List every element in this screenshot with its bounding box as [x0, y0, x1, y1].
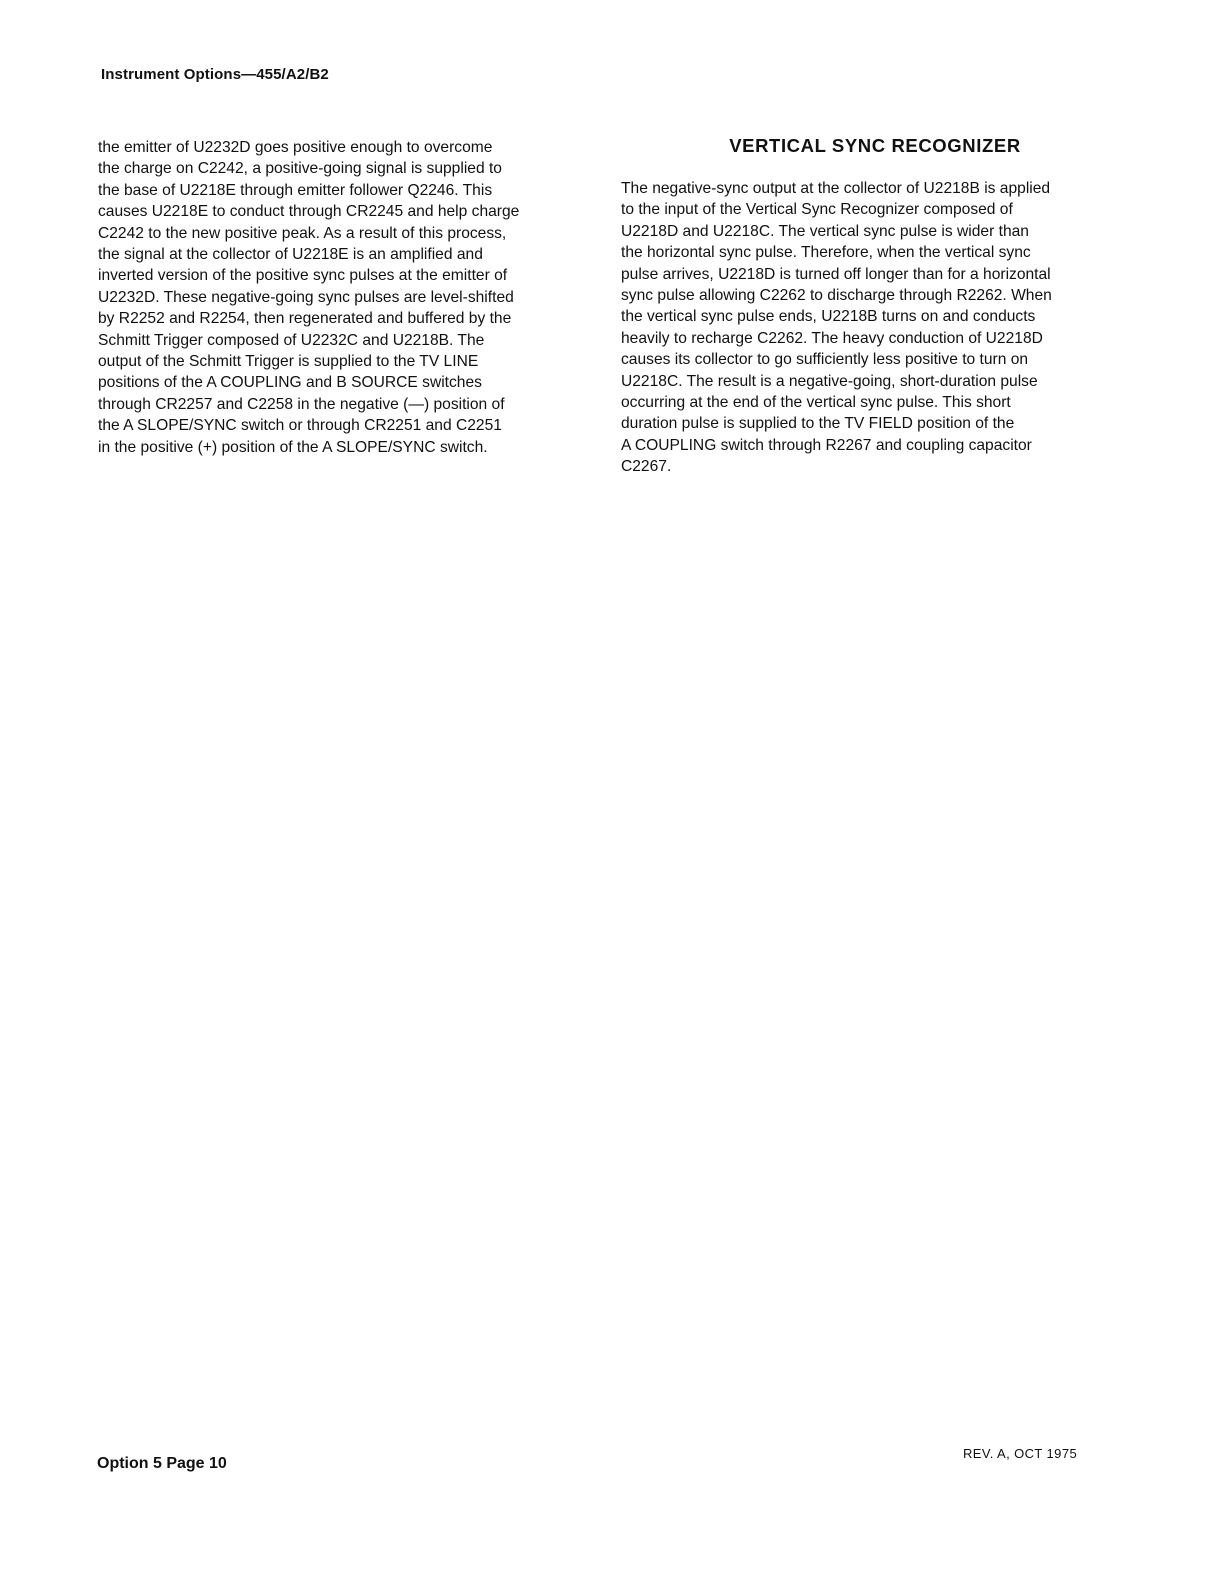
- body-text-line: C2242 to the new positive peak. As a result of this process,: [98, 224, 507, 242]
- body-text-line: in the positive (+) position of the A SLOPE/SYNC switch.: [98, 438, 488, 456]
- body-text-line: the emitter of U2232D goes positive enough to overcome: [98, 139, 493, 156]
- body-text-line: the vertical sync pulse ends, U2218B turns on and conducts: [621, 308, 1036, 326]
- body-text-line: the A SLOPE/SYNC switch or through CR2251 and C2251: [98, 417, 502, 435]
- left-text-column: [98, 137, 582, 458]
- revision-date: REV. A, OCT 1975: [963, 1446, 1078, 1461]
- body-text-line: duration pulse is supplied to the TV FIELD position of the: [621, 415, 1015, 433]
- body-text-line: the charge on C2242, a positive-going signal is supplied to: [98, 160, 502, 178]
- body-text-line: by R2252 and R2254, then regenerated and buffered by the: [98, 310, 512, 328]
- running-header: Instrument Options—455/A2/B2: [101, 66, 329, 83]
- body-text-line: Schmitt Trigger composed of U2232C and U2218B. The: [98, 331, 485, 349]
- body-text-line: the signal at the collector of U2218E is an amplified and: [98, 246, 483, 264]
- body-text-line: positions of the A COUPLING and B SOURCE switches: [98, 374, 482, 392]
- body-text-line: output of the Schmitt Trigger is supplied to the TV LINE: [98, 353, 479, 371]
- body-text-line: The negative-sync output at the collector of U2218B is applied: [621, 180, 1051, 197]
- body-text-line: U2218C. The result is a negative-going, short-duration pulse: [621, 372, 1038, 390]
- body-text-line: the base of U2218E through emitter follower Q2246. This: [98, 181, 493, 199]
- body-text-line: causes its collector to go sufficiently less positive to turn on: [621, 351, 1029, 369]
- body-text-line: through CR2257 and C2258 in the negative (—) position of: [98, 395, 505, 413]
- section-heading: VERTICAL SYNC RECOGNIZER: [729, 135, 1021, 156]
- right-text-column: [621, 134, 1121, 478]
- body-text-line: A COUPLING switch through R2267 and coupling capacitor: [621, 436, 1032, 454]
- body-text-line: U2232D. These negative-going sync pulses are level-shifted: [98, 288, 514, 306]
- body-text-line: C2267.: [621, 458, 672, 476]
- page-number: Option 5 Page 10: [97, 1455, 227, 1472]
- body-text-line: heavily to recharge C2262. The heavy conduction of U2218D: [621, 329, 1043, 347]
- body-text-line: causes U2218E to conduct through CR2245 and help charge: [98, 203, 520, 221]
- body-text-line: pulse arrives, U2218D is turned off longer than for a horizontal: [621, 265, 1051, 283]
- body-text-line: inverted version of the positive sync pulses at the emitter of: [98, 267, 508, 285]
- body-text-line: occurring at the end of the vertical sync pulse. This short: [621, 394, 1011, 412]
- body-text-line: U2218D and U2218C. The vertical sync pulse is wider than: [621, 222, 1029, 240]
- body-text-line: the horizontal sync pulse. Therefore, when the vertical sync: [621, 244, 1031, 262]
- body-text-line: sync pulse allowing C2262 to discharge through R2262. When: [621, 287, 1052, 305]
- body-text-line: to the input of the Vertical Sync Recognizer composed of: [621, 201, 1013, 219]
